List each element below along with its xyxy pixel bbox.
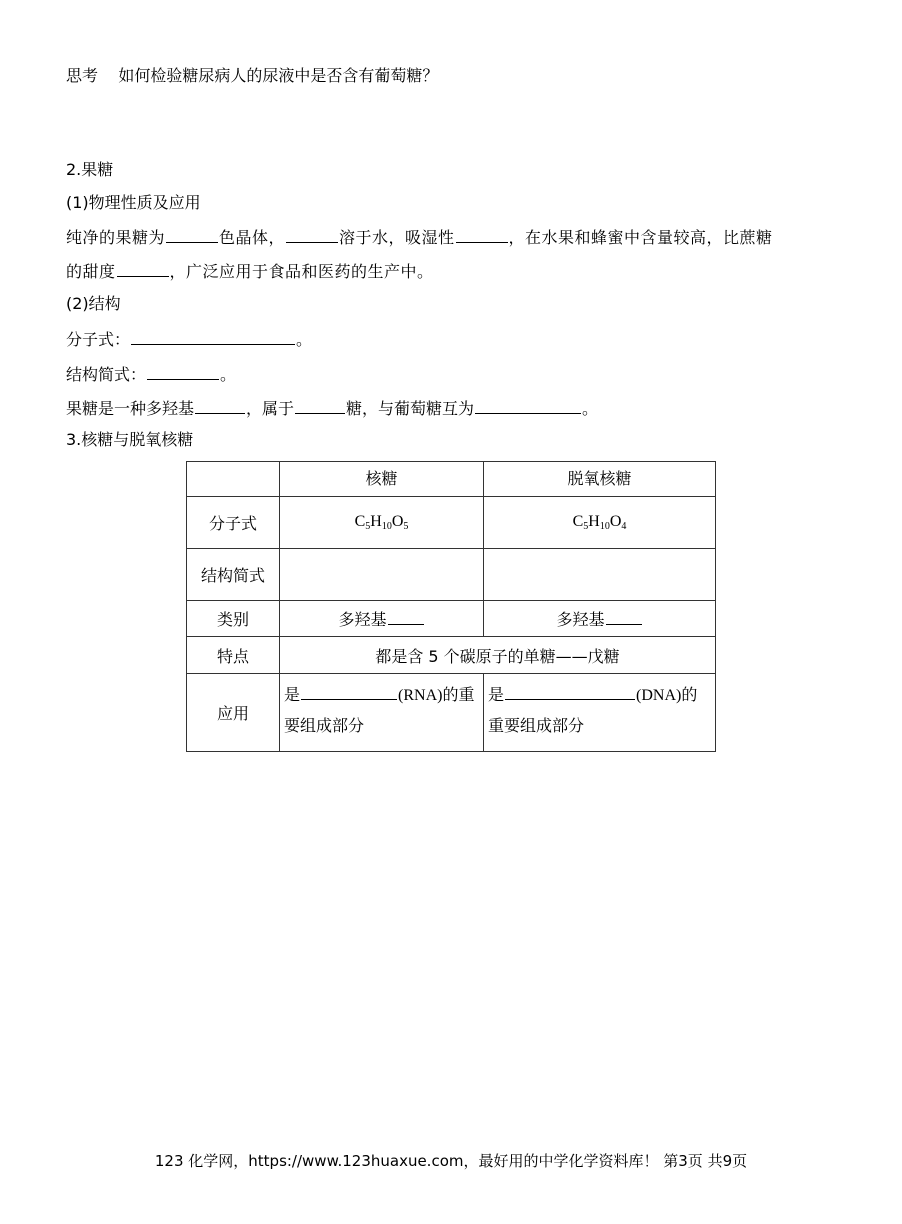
row-label-class: 类别 [187,601,280,637]
structural-formula-line: 结构简式： 。 [66,365,237,384]
table-row-class [187,601,716,637]
table-header-deoxyribose: 脱氧核糖 [484,462,716,497]
blank-molecular-formula[interactable] [131,328,295,345]
blank-ribose-application[interactable] [301,683,397,700]
blank-structural-formula[interactable] [147,363,219,380]
table-row-structure [187,549,716,601]
blank-ribose-class[interactable] [388,608,424,625]
section2-sub1: (1)物理性质及应用 [66,193,201,212]
think-label: 思考 [66,66,99,85]
ribose-structure-cell[interactable] [280,549,484,601]
section3-title: 3.核糖与脱氧核糖 [66,430,194,449]
table-header-row [187,462,716,497]
blank-deoxyribose-class[interactable] [606,608,642,625]
blank-hygroscopic[interactable] [456,226,508,243]
blank-polyhydroxy[interactable] [195,397,245,414]
ribose-application: 是 (RNA)的重要组成部分 [280,674,484,752]
deoxyribose-structure-cell[interactable] [484,549,716,601]
deoxyribose-formula: $C_5H_{10}O_4$ [484,497,716,549]
think-question: 如何检验糖尿病人的尿液中是否含有葡萄糖？ [118,66,439,85]
blank-color[interactable] [166,226,218,243]
blank-sweetness[interactable] [117,260,169,277]
deoxyribose-application: 是 (DNA)的重要组成部分 [484,674,716,752]
row-label-application: 应用 [187,674,280,752]
molecular-formula-line: 分子式： 。 [66,330,313,349]
table-row-formula [187,497,716,549]
table-header-ribose: 核糖 [280,462,484,497]
ribose-class: 多羟基 [280,601,484,637]
physical-props-line1: 纯净的果糖为 色晶体， 溶于水，吸湿性 ，在水果和蜂蜜中含量较高，比蔗糖 [66,228,773,247]
think-line [66,66,438,86]
row-label-feature: 特点 [187,637,280,674]
row-label-structure: 结构简式 [187,549,280,601]
blank-sugar-type[interactable] [295,397,345,414]
blank-deoxyribose-application[interactable] [505,683,635,700]
section2-sub2: (2)结构 [66,294,121,313]
section2-title: 2.果糖 [66,160,114,179]
table-row-feature [187,637,716,674]
blank-solubility[interactable] [286,226,338,243]
sugar-table [186,461,716,752]
physical-props-line2: 的甜度 ，广泛应用于食品和医药的生产中。 [66,262,434,281]
blank-isomer[interactable] [475,397,581,414]
ribose-formula: $C_5H_{10}O_5$ [280,497,484,549]
deoxyribose-class: 多羟基 [484,601,716,637]
page-footer: 123 化学网，https://www.123huaxue.com，最好用的中学化学资料库！ 第3页 共9页 [154,1152,748,1170]
fructose-class-line: 果糖是一种多羟基 ，属于 糖，与葡萄糖互为 。 [66,399,599,418]
row-label-formula: 分子式 [187,497,280,549]
table-row-application [187,674,716,752]
table-header-empty [187,462,280,497]
feature-text: 都是含 5 个碳原子的单糖——戊糖 [280,637,716,674]
